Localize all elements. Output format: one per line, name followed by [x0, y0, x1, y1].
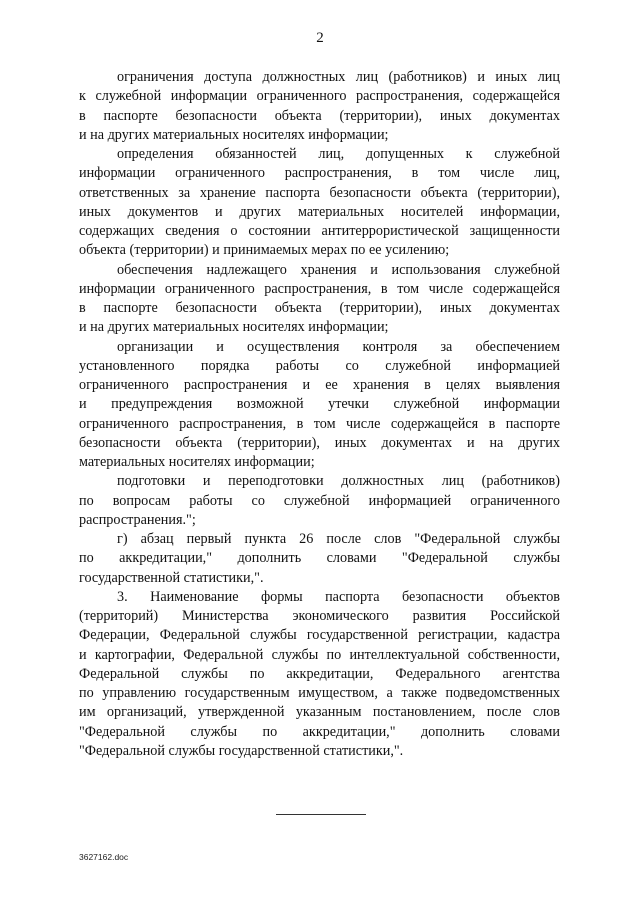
text-line: Федерации, Федеральной службы государственной регистрации, кадастра: [79, 627, 560, 644]
paragraph-duties-definition: [79, 145, 560, 261]
text-line: в паспорте безопасности объекта (территории), иных документах: [79, 300, 560, 316]
end-of-text-rule: [276, 814, 366, 815]
text-line: иных документов и других материальных носителей информации,: [79, 203, 560, 220]
text-line: и картографии, Федеральной службы по интеллектуальной собственности,: [79, 646, 560, 663]
text-line: по вопросам работы со служебной информацией ограниченного: [79, 492, 560, 509]
text-line: им организаций, утвержденной указанным постановлением, после слов: [79, 704, 560, 721]
text-line: информации ограниченного распространения, в том числе содержащейся: [79, 280, 560, 297]
paragraph-item-g: [79, 530, 560, 588]
text-line: материальных носителях информации;: [79, 454, 315, 470]
text-line: к служебной информации ограниченного распространения, содержащейся: [79, 88, 560, 105]
text-line: установленного порядка работы со служебной информацией: [79, 357, 560, 374]
text-line: организации и осуществления контроля за обеспечением: [117, 338, 560, 355]
text-line: подготовки и переподготовки должностных лиц (работников): [117, 473, 560, 490]
text-line: и на других материальных носителях информации;: [79, 126, 389, 143]
text-line: г) абзац первый пункта 26 после слов "Федеральной службы: [117, 531, 560, 547]
text-line: определения обязанностей лиц, допущенных к служебной: [117, 146, 560, 162]
paragraph-training: [79, 472, 560, 530]
text-line: распространения.";: [79, 511, 196, 528]
text-line: ограниченного распространения, в том числе содержащейся в паспорте: [79, 415, 560, 432]
text-line: безопасности объекта (территории), иных документах и на других: [79, 434, 560, 451]
page-number: 2: [316, 30, 324, 46]
text-line: ограничения доступа должностных лиц (работников) и иных лиц: [117, 69, 560, 85]
text-line: ответственных за хранение паспорта безопасности объекта (территории),: [79, 184, 560, 201]
text-line: в паспорте безопасности объекта (территории), иных документах: [79, 107, 560, 124]
text-line: государственной статистики,".: [79, 569, 264, 586]
text-line: ограниченного распространения и ее хранения в целях выявления: [79, 377, 560, 393]
text-line: обеспечения надлежащего хранения и использования служебной: [117, 261, 560, 278]
text-line: и на других материальных носителях информации;: [79, 319, 389, 336]
text-line: (территорий) Министерства экономического развития Российской: [79, 608, 560, 624]
text-line: объекта (территории) и принимаемых мерах по ее усилению;: [79, 242, 450, 259]
document-body: [79, 68, 560, 761]
paragraph-control-organization: [79, 338, 560, 473]
text-line: "Федеральной службы государственной статистики,".: [79, 742, 404, 759]
text-line: "Федеральной службы по аккредитации," дополнить словами: [79, 723, 560, 740]
paragraph-item-3: [79, 588, 560, 761]
text-line: и предупреждения возможной утечки служебной информации: [79, 396, 560, 413]
paragraph-storage-provision: [79, 261, 560, 338]
text-line: по аккредитации," дополнить словами "Федеральной службы: [79, 550, 560, 567]
text-line: 3. Наименование формы паспорта безопасности объектов: [117, 588, 560, 605]
text-line: информации ограниченного распространения, в том числе лиц,: [79, 165, 560, 182]
text-line: Федеральной службы по аккредитации, Федерального агентства: [79, 665, 560, 682]
text-line: по управлению государственным имуществом, а также подведомственных: [79, 685, 560, 701]
text-line: содержащих сведения о состоянии антитеррористической защищенности: [79, 223, 560, 239]
paragraph-access-restriction: [79, 68, 560, 145]
document-file-reference: 3627162.doc: [79, 852, 129, 862]
